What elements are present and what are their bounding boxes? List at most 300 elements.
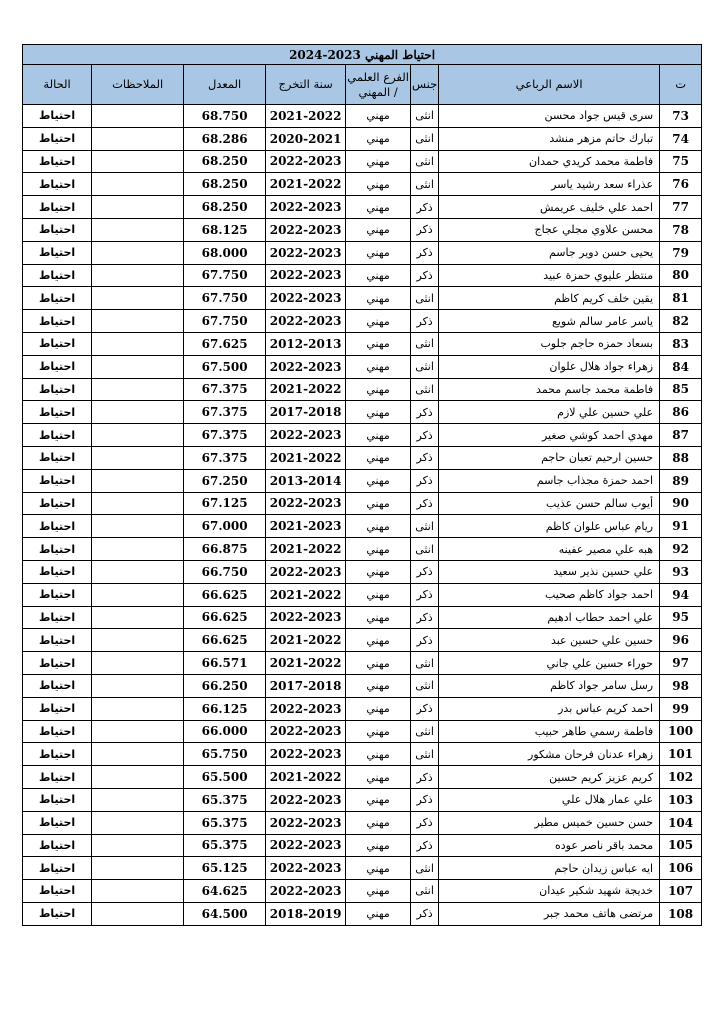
cell-branch: مهني	[346, 902, 411, 925]
cell-branch: مهني	[346, 811, 411, 834]
cell-gender: ذكر	[411, 492, 439, 515]
cell-num: 73	[660, 105, 702, 128]
cell-num: 106	[660, 857, 702, 880]
cell-name: حسن حسين خميس مطير	[439, 811, 660, 834]
cell-gender: ذكر	[411, 834, 439, 857]
cell-name: عذراء سعد رشيد ياسر	[439, 173, 660, 196]
cell-branch: مهني	[346, 469, 411, 492]
cell-year: 2021-2022	[266, 446, 346, 469]
cell-status: احتياط	[23, 583, 92, 606]
cell-average: 65.375	[184, 834, 266, 857]
cell-year: 2021-2022	[266, 766, 346, 789]
cell-branch: مهني	[346, 629, 411, 652]
cell-average: 66.875	[184, 538, 266, 561]
cell-status: احتياط	[23, 697, 92, 720]
cell-year: 2021-2022	[266, 652, 346, 675]
cell-gender: ذكر	[411, 811, 439, 834]
cell-gender: ذكر	[411, 401, 439, 424]
cell-notes	[92, 766, 184, 789]
reserve-list-table	[22, 44, 702, 926]
cell-average: 68.125	[184, 218, 266, 241]
cell-notes	[92, 652, 184, 675]
cell-notes	[92, 743, 184, 766]
table-row	[23, 378, 702, 401]
cell-gender: انثى	[411, 287, 439, 310]
table-row	[23, 105, 702, 128]
cell-notes	[92, 264, 184, 287]
cell-name: احمد علي خليف عريمش	[439, 196, 660, 219]
cell-average: 67.750	[184, 264, 266, 287]
table-row	[23, 401, 702, 424]
cell-name: يحيى حسن دوير جاسم	[439, 241, 660, 264]
cell-branch: مهني	[346, 674, 411, 697]
cell-year: 2022-2023	[266, 310, 346, 333]
cell-average: 66.625	[184, 629, 266, 652]
cell-notes	[92, 857, 184, 880]
cell-gender: ذكر	[411, 469, 439, 492]
cell-status: احتياط	[23, 378, 92, 401]
cell-num: 90	[660, 492, 702, 515]
cell-gender: انثى	[411, 652, 439, 675]
cell-year: 2022-2023	[266, 743, 346, 766]
cell-name: زهراء عدنان فرحان مشكور	[439, 743, 660, 766]
header-status: الحالة	[23, 65, 92, 105]
cell-status: احتياط	[23, 674, 92, 697]
cell-status: احتياط	[23, 743, 92, 766]
cell-year: 2022-2023	[266, 560, 346, 583]
cell-status: احتياط	[23, 173, 92, 196]
cell-num: 96	[660, 629, 702, 652]
cell-branch: مهني	[346, 560, 411, 583]
cell-status: احتياط	[23, 560, 92, 583]
cell-num: 80	[660, 264, 702, 287]
header-name: الاسم الرباعي	[439, 65, 660, 105]
cell-num: 91	[660, 515, 702, 538]
table-row	[23, 492, 702, 515]
cell-year: 2022-2023	[266, 880, 346, 903]
table-row	[23, 287, 702, 310]
table-row	[23, 218, 702, 241]
cell-year: 2022-2023	[266, 697, 346, 720]
cell-status: احتياط	[23, 492, 92, 515]
cell-year: 2017-2018	[266, 674, 346, 697]
cell-branch: مهني	[346, 515, 411, 538]
cell-average: 64.500	[184, 902, 266, 925]
cell-branch: مهني	[346, 834, 411, 857]
cell-gender: انثى	[411, 173, 439, 196]
header-year: سنة التخرج	[266, 65, 346, 105]
cell-branch: مهني	[346, 378, 411, 401]
cell-status: احتياط	[23, 105, 92, 128]
cell-num: 102	[660, 766, 702, 789]
cell-name: زهراء جواد هلال علوان	[439, 355, 660, 378]
cell-gender: انثى	[411, 332, 439, 355]
cell-notes	[92, 332, 184, 355]
cell-gender: ذكر	[411, 241, 439, 264]
cell-status: احتياط	[23, 401, 92, 424]
table-row	[23, 788, 702, 811]
header-notes: الملاحظات	[92, 65, 184, 105]
cell-num: 89	[660, 469, 702, 492]
cell-name: علي عمار هلال علي	[439, 788, 660, 811]
cell-year: 2021-2022	[266, 583, 346, 606]
cell-num: 77	[660, 196, 702, 219]
table-row	[23, 811, 702, 834]
cell-average: 68.000	[184, 241, 266, 264]
cell-num: 101	[660, 743, 702, 766]
cell-name: فاطمة محمد كريدي حمدان	[439, 150, 660, 173]
cell-average: 65.750	[184, 743, 266, 766]
page-title: احتياط المهني 2023-2024	[23, 45, 702, 65]
table-row	[23, 127, 702, 150]
cell-year: 2022-2023	[266, 287, 346, 310]
cell-num: 84	[660, 355, 702, 378]
cell-num: 74	[660, 127, 702, 150]
cell-notes	[92, 834, 184, 857]
cell-average: 66.750	[184, 560, 266, 583]
cell-branch: مهني	[346, 788, 411, 811]
table-row	[23, 469, 702, 492]
cell-average: 68.250	[184, 196, 266, 219]
header-branch: الفرع العلمي / المهني	[346, 65, 411, 105]
cell-year: 2022-2023	[266, 834, 346, 857]
cell-status: احتياط	[23, 287, 92, 310]
cell-average: 68.250	[184, 150, 266, 173]
table-row	[23, 515, 702, 538]
cell-branch: مهني	[346, 264, 411, 287]
cell-status: احتياط	[23, 515, 92, 538]
cell-gender: انثى	[411, 150, 439, 173]
cell-notes	[92, 424, 184, 447]
cell-average: 67.625	[184, 332, 266, 355]
table-row	[23, 674, 702, 697]
cell-notes	[92, 241, 184, 264]
cell-num: 87	[660, 424, 702, 447]
table-row	[23, 173, 702, 196]
cell-branch: مهني	[346, 880, 411, 903]
cell-year: 2022-2023	[266, 606, 346, 629]
cell-status: احتياط	[23, 788, 92, 811]
table-row	[23, 652, 702, 675]
cell-average: 67.375	[184, 401, 266, 424]
cell-status: احتياط	[23, 902, 92, 925]
table-row	[23, 766, 702, 789]
cell-status: احتياط	[23, 834, 92, 857]
cell-gender: انثى	[411, 378, 439, 401]
header-gender: جنس	[411, 65, 439, 105]
cell-num: 97	[660, 652, 702, 675]
cell-branch: مهني	[346, 606, 411, 629]
cell-branch: مهني	[346, 766, 411, 789]
cell-notes	[92, 788, 184, 811]
cell-name: منتظر عليوي حمزة عبيد	[439, 264, 660, 287]
cell-notes	[92, 196, 184, 219]
header-average: المعدل	[184, 65, 266, 105]
table-row	[23, 606, 702, 629]
cell-gender: ذكر	[411, 446, 439, 469]
cell-name: احمد كريم عباس بدر	[439, 697, 660, 720]
cell-num: 78	[660, 218, 702, 241]
cell-year: 2012-2013	[266, 332, 346, 355]
cell-branch: مهني	[346, 310, 411, 333]
cell-gender: انثى	[411, 857, 439, 880]
cell-notes	[92, 583, 184, 606]
cell-average: 67.375	[184, 446, 266, 469]
cell-branch: مهني	[346, 697, 411, 720]
cell-branch: مهني	[346, 652, 411, 675]
table-row	[23, 355, 702, 378]
cell-year: 2022-2023	[266, 150, 346, 173]
cell-name: ريام عباس علوان كاظم	[439, 515, 660, 538]
cell-notes	[92, 492, 184, 515]
cell-notes	[92, 697, 184, 720]
cell-branch: مهني	[346, 424, 411, 447]
cell-branch: مهني	[346, 401, 411, 424]
cell-average: 66.571	[184, 652, 266, 675]
table-row	[23, 743, 702, 766]
cell-notes	[92, 902, 184, 925]
cell-status: احتياط	[23, 310, 92, 333]
title-row	[23, 45, 702, 65]
cell-num: 103	[660, 788, 702, 811]
cell-notes	[92, 674, 184, 697]
cell-average: 67.750	[184, 287, 266, 310]
table-row	[23, 332, 702, 355]
cell-num: 79	[660, 241, 702, 264]
cell-average: 65.125	[184, 857, 266, 880]
cell-name: كريم عزيز كريم حسين	[439, 766, 660, 789]
table-row	[23, 264, 702, 287]
cell-num: 105	[660, 834, 702, 857]
table-row	[23, 583, 702, 606]
cell-year: 2017-2018	[266, 401, 346, 424]
cell-year: 2022-2023	[266, 241, 346, 264]
cell-average: 67.750	[184, 310, 266, 333]
cell-gender: ذكر	[411, 788, 439, 811]
cell-name: سرى قيس جواد محسن	[439, 105, 660, 128]
cell-branch: مهني	[346, 538, 411, 561]
cell-gender: انثى	[411, 538, 439, 561]
cell-name: ايه عباس زيدان حاجم	[439, 857, 660, 880]
cell-notes	[92, 218, 184, 241]
cell-branch: مهني	[346, 127, 411, 150]
cell-notes	[92, 150, 184, 173]
cell-average: 65.500	[184, 766, 266, 789]
cell-name: رسل سامر جواد كاظم	[439, 674, 660, 697]
cell-name: يقين خلف كريم كاظم	[439, 287, 660, 310]
cell-name: بسعاد حمزه حاجم جلوب	[439, 332, 660, 355]
cell-gender: ذكر	[411, 218, 439, 241]
cell-notes	[92, 310, 184, 333]
cell-notes	[92, 629, 184, 652]
cell-gender: ذكر	[411, 196, 439, 219]
cell-branch: مهني	[346, 218, 411, 241]
table-row	[23, 834, 702, 857]
cell-status: احتياط	[23, 264, 92, 287]
cell-status: احتياط	[23, 218, 92, 241]
cell-num: 83	[660, 332, 702, 355]
cell-num: 99	[660, 697, 702, 720]
cell-gender: ذكر	[411, 424, 439, 447]
header-num: ت	[660, 65, 702, 105]
cell-gender: ذكر	[411, 310, 439, 333]
cell-num: 88	[660, 446, 702, 469]
table-body	[23, 105, 702, 926]
cell-name: خديجة شهيد شكير عيدان	[439, 880, 660, 903]
cell-branch: مهني	[346, 492, 411, 515]
cell-status: احتياط	[23, 355, 92, 378]
cell-notes	[92, 355, 184, 378]
cell-status: احتياط	[23, 811, 92, 834]
cell-name: علي حسين نذير سعيد	[439, 560, 660, 583]
cell-branch: مهني	[346, 720, 411, 743]
cell-branch: مهني	[346, 743, 411, 766]
cell-notes	[92, 401, 184, 424]
cell-year: 2022-2023	[266, 492, 346, 515]
table-row	[23, 857, 702, 880]
table-row	[23, 424, 702, 447]
cell-gender: انثى	[411, 127, 439, 150]
cell-gender: ذكر	[411, 264, 439, 287]
cell-status: احتياط	[23, 196, 92, 219]
cell-gender: انثى	[411, 515, 439, 538]
cell-status: احتياط	[23, 652, 92, 675]
cell-status: احتياط	[23, 332, 92, 355]
table-row	[23, 880, 702, 903]
cell-name: حوراء حسين علي جاني	[439, 652, 660, 675]
cell-gender: انثى	[411, 880, 439, 903]
cell-gender: انثى	[411, 674, 439, 697]
cell-num: 108	[660, 902, 702, 925]
cell-gender: ذكر	[411, 560, 439, 583]
cell-average: 67.125	[184, 492, 266, 515]
cell-year: 2022-2023	[266, 857, 346, 880]
cell-name: احمد جواد كاظم صحيب	[439, 583, 660, 606]
cell-year: 2018-2019	[266, 902, 346, 925]
cell-average: 66.250	[184, 674, 266, 697]
cell-num: 100	[660, 720, 702, 743]
cell-num: 94	[660, 583, 702, 606]
cell-year: 2022-2023	[266, 355, 346, 378]
cell-branch: مهني	[346, 355, 411, 378]
cell-notes	[92, 127, 184, 150]
cell-average: 68.250	[184, 173, 266, 196]
cell-average: 66.125	[184, 697, 266, 720]
cell-branch: مهني	[346, 173, 411, 196]
cell-status: احتياط	[23, 127, 92, 150]
cell-name: أيوب سالم حسن عذيب	[439, 492, 660, 515]
cell-status: احتياط	[23, 424, 92, 447]
header-row	[23, 65, 702, 105]
cell-average: 64.625	[184, 880, 266, 903]
cell-num: 95	[660, 606, 702, 629]
cell-year: 2021-2022	[266, 378, 346, 401]
cell-average: 65.375	[184, 811, 266, 834]
cell-name: مهدي احمد كوشي صغير	[439, 424, 660, 447]
cell-name: مرتضى هاتف محمد جبر	[439, 902, 660, 925]
cell-year: 2022-2023	[266, 720, 346, 743]
cell-notes	[92, 560, 184, 583]
cell-year: 2021-2022	[266, 105, 346, 128]
table-row	[23, 697, 702, 720]
cell-name: ياسر عامر سالم شويع	[439, 310, 660, 333]
cell-average: 66.625	[184, 606, 266, 629]
cell-num: 76	[660, 173, 702, 196]
cell-status: احتياط	[23, 446, 92, 469]
table-row	[23, 720, 702, 743]
cell-num: 86	[660, 401, 702, 424]
cell-notes	[92, 720, 184, 743]
cell-branch: مهني	[346, 583, 411, 606]
cell-status: احتياط	[23, 857, 92, 880]
cell-notes	[92, 287, 184, 310]
cell-branch: مهني	[346, 857, 411, 880]
cell-year: 2021-2023	[266, 515, 346, 538]
cell-status: احتياط	[23, 150, 92, 173]
cell-name: حسين ارحيم تعبان حاجم	[439, 446, 660, 469]
cell-num: 82	[660, 310, 702, 333]
cell-gender: ذكر	[411, 583, 439, 606]
cell-branch: مهني	[346, 150, 411, 173]
cell-notes	[92, 446, 184, 469]
cell-num: 93	[660, 560, 702, 583]
cell-name: فاطمة رسمي طاهر حبيب	[439, 720, 660, 743]
table-row	[23, 241, 702, 264]
cell-year: 2013-2014	[266, 469, 346, 492]
cell-num: 104	[660, 811, 702, 834]
cell-gender: ذكر	[411, 629, 439, 652]
cell-average: 65.375	[184, 788, 266, 811]
cell-average: 68.286	[184, 127, 266, 150]
cell-average: 67.375	[184, 424, 266, 447]
cell-num: 75	[660, 150, 702, 173]
table-row	[23, 196, 702, 219]
cell-year: 2022-2023	[266, 424, 346, 447]
cell-num: 92	[660, 538, 702, 561]
cell-name: علي احمد حطاب ادهيم	[439, 606, 660, 629]
cell-notes	[92, 880, 184, 903]
cell-notes	[92, 606, 184, 629]
cell-status: احتياط	[23, 469, 92, 492]
cell-notes	[92, 173, 184, 196]
cell-num: 98	[660, 674, 702, 697]
cell-year: 2021-2022	[266, 173, 346, 196]
cell-branch: مهني	[346, 196, 411, 219]
cell-notes	[92, 538, 184, 561]
cell-name: تبارك حاتم مزهر منشد	[439, 127, 660, 150]
table-row	[23, 310, 702, 333]
cell-status: احتياط	[23, 538, 92, 561]
cell-branch: مهني	[346, 332, 411, 355]
cell-status: احتياط	[23, 766, 92, 789]
cell-gender: ذكر	[411, 902, 439, 925]
cell-gender: انثى	[411, 105, 439, 128]
cell-gender: ذكر	[411, 606, 439, 629]
cell-year: 2020-2021	[266, 127, 346, 150]
table-row	[23, 902, 702, 925]
cell-branch: مهني	[346, 287, 411, 310]
cell-average: 66.625	[184, 583, 266, 606]
cell-gender: ذكر	[411, 766, 439, 789]
cell-name: هبه علي مصير عفينه	[439, 538, 660, 561]
cell-year: 2021-2022	[266, 538, 346, 561]
cell-name: احمد حمزة مجذاب جاسم	[439, 469, 660, 492]
cell-gender: انثى	[411, 743, 439, 766]
cell-year: 2022-2023	[266, 196, 346, 219]
cell-average: 68.750	[184, 105, 266, 128]
cell-num: 107	[660, 880, 702, 903]
table-row	[23, 150, 702, 173]
